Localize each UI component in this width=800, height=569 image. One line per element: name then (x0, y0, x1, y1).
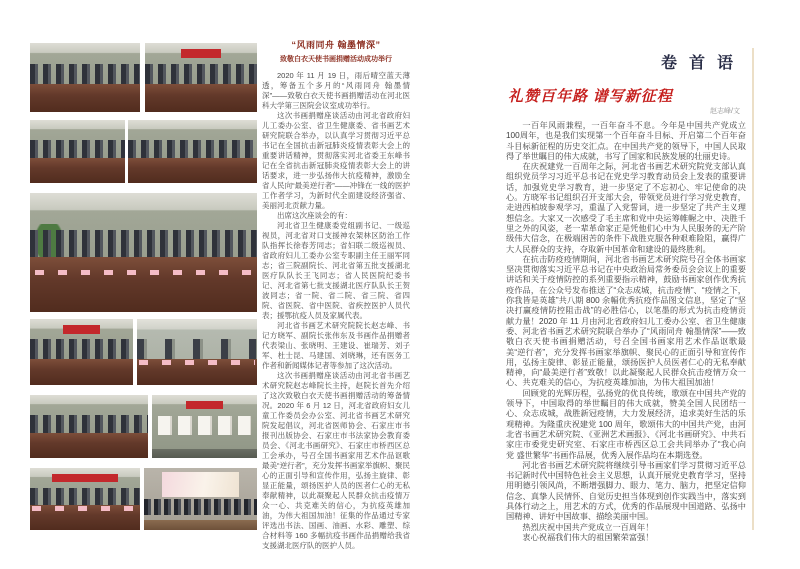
photo-table-layer (30, 433, 148, 458)
vertical-rule (752, 48, 754, 530)
photo-people-layer (30, 415, 148, 433)
conference-photo (30, 120, 125, 183)
photo-table-layer (128, 158, 257, 183)
photo-people-layer (128, 140, 257, 158)
photo-red-banner (52, 474, 118, 482)
left-article-paragraph: 河北省卫生健康委党组副书记、一级巡视员，河北省对口支援神农架林区防治工作队指挥长徐春芳同志；省妇联二级巡视员、省政府妇儿工委办公室专职副主任王丽军同志；省三院副院长、河北省第五批支援湖北医疗队队长王飞同志；省人民医院纪委书记、河北省第七批支援湖北医疗队队长王贺波同志；省一院、省二院、省三院、省四院、省医院、省中医院、省疾控医护人员代表；援鄂抗疫人员及家属代表。 (262, 221, 410, 320)
left-article-paragraph: 河北省书画艺术研究院院长赵志峰、书记方晓军、副院长张伟东及书画作品捐赠者代表梁山、张晓明、王建设、崔瑞芳、刘子军、杜士昆、马建国、刘晓琳，还有医务工作者和新闻媒体记者等参加了这次活动。 (262, 321, 410, 370)
photo-red-banner (63, 325, 100, 334)
photo-people-layer (30, 339, 133, 358)
artworks-photo (152, 395, 257, 458)
photo-table-layer (30, 84, 140, 112)
foreword-byline: 赵志峰/文 (710, 108, 740, 115)
foreword-paragraph: 河北省书画艺术研究院将继续引导书画家们学习贯彻习近平总书记新时代中国特色社会主义思想，认真开展党史教育学习，坚持用明德引领风尚，不断增强脚力、眼力、笔力、脑力，把坚定信仰信念、真挚人民情怀、自觉历史担当体现到创作实践当中，落实到具体行动之上，用艺术的方式，优秀的作品展现中国道路、弘扬中国精神、讲好中国故事、描绘美丽中国。 (506, 460, 746, 522)
photo-stage-screen (162, 472, 239, 497)
left-article-paragraph: 这次书画捐赠座谈活动由河北省书画艺术研究院赵志峰院长主持，赵院长首先介绍了这次致敬白衣天使书画捐赠活动的筹备情况。2020 年 6 月 12 日，河北省政府妇女儿童工作委员会办公室、河北省书画艺术研究院发起倡议，河北省医师协会、石家庄市书报刊出版协会、石家庄市书法家协会教育委员会、《河北书画研究》、石家庄市桥西区总工会承办，号召全国书画家用艺术作品讴歌最美“逆行者”，充分发挥书画家举旗帜、聚民心的正面引导和宣传作用，弘扬主旋律、彰显正能量，颂扬医护人员的医者仁心的无私奉献精神，以此凝聚起人民群众抗击疫情万众一心、共克难关的信心，为抗疫英雄加油，为伟大祖国加油！征集的作品通过专家评选出书法、国画、油画、水彩、雕塑、综合材料等 160 多幅抗疫书画作品捐赠给我省支援湖北医疗队的医护人员。 (262, 371, 410, 550)
photo-table-layer (30, 257, 257, 312)
left-article-subtitle: 致敬白衣天使书画捐赠活动成功举行 (280, 56, 392, 63)
photo-people-layer (145, 64, 257, 84)
foreword-slogan-line: 热烈庆祝中国共产党成立一百周年！ (522, 522, 654, 532)
photo-table-layer (30, 158, 125, 183)
foreword-title: 礼赞百年路 谱写新征程 (508, 89, 673, 105)
photo-table-layer (145, 84, 257, 112)
photo-artwork-sheets (158, 416, 250, 435)
photo-stage-floor (144, 520, 257, 530)
photo-people-layer (137, 339, 257, 358)
section-label-foreword: 卷首语 (661, 55, 746, 72)
conference-photo (30, 43, 140, 112)
foreword-slogan-line: 衷心祝福我们伟大的祖国繁荣富强！ (522, 532, 654, 542)
foreword-paragraph: 在抗击防疫疫情期间，河北省书画艺术研究院号召全体书画家坚决贯彻落实习近平总书记在中央政治局常务委员会会议上的重要讲话和关于疫情防控的系列重要指示精神，鼓励书画家创作优秀抗疫作品，在公众号发布推送了“众志成城，抗击疫情”、“疫情之下，你我皆是英雄”共八期 800 余幅优秀抗疫作品图文信息，坚定了“坚决打赢疫情防控阻击战”的必胜信心，以笔墨的形式为抗击疫情贡献力量！2020 年 11 月由河北省政府妇儿工委办公室、省卫生健康委、河北省书画艺术研究院联合举办了“风雨同舟 翰墨情深”——致敬白衣天使书画捐赠活动，号召全国书画家用艺术作品讴歌最美“逆行者”，充分发挥书画家举旗帜、聚民心的正面引导和宣传作用，弘扬主旋律、彰显正能量，颂扬医护人员医者仁心的无私奉献精神，向“最美逆行者”致敬！以此凝聚起人民群众抗击疫情万众一心、共克难关的信心，为抗疫英雄加油，为伟大祖国加油！ (506, 254, 746, 388)
conference-photo (145, 43, 257, 112)
photo-name-cards (32, 506, 138, 511)
photo-name-cards (139, 360, 254, 365)
left-article-title: “风雨同舟 翰墨情深” (291, 40, 381, 50)
photo-people-layer (144, 499, 257, 515)
foreword-paragraph: 一百年风雨兼程，一百年奋斗不息。今年是中国共产党成立100周年，也是我们实现第一个百年奋斗目标、开启第二个百年奋斗目标新征程的历史交汇点。在中国共产党的领导下，中国人民取得了举世瞩目的伟大成就，书写了国家和民族发展的壮丽史诗。 (506, 121, 746, 161)
left-article-paragraph: 出席这次座谈会的有： (277, 211, 352, 220)
conference-photo (128, 120, 257, 183)
photo-people-layer (30, 140, 125, 158)
foreword-paragraph: 回顾党的光辉历程，弘扬党的优良传统，歌颂在中国共产党的领导下，中国取得的举世瞩目的伟大成就，赞美全国人民团结一心、众志成城，战胜新冠疫情，大力发展经济，追求美好生活的乐观精神。为隆重庆祝建党 100 周年，歌颂伟大的中国共产党，由河北省书画艺术研究院、《亚洲艺术画报》、《河北书画研究》、中共石家庄市委党史研究室、石家庄市桥西区总工会共同举办了“我心向党 盛世繁华”书画作品展，优秀入展作品均在本期选登。 (506, 388, 746, 460)
photo-name-cards (35, 270, 253, 275)
conference-photo (30, 395, 148, 458)
group-photo (30, 468, 140, 530)
medical-staff-photo (137, 319, 257, 385)
photo-table-layer (152, 449, 257, 458)
foreword-column (506, 121, 746, 543)
photo-people-layer (30, 64, 140, 84)
photo-table-layer (30, 359, 133, 385)
conference-photo (30, 319, 133, 385)
photo-red-banner (186, 401, 224, 409)
left-article-paragraph: 2020 年 11 月 19 日，雨后晴空蓝天薄透，筹备五个多月的“风雨同舟 翰墨情深”——致敬白衣天使书画捐赠活动在河北医科大学第三医院会议室成功举行。 (262, 71, 410, 110)
left-article-column (262, 38, 410, 551)
left-article-paragraph: 这次书画捐赠座谈活动由河北省政府妇儿工委办公室、省卫生健康委、省书画艺术研究院联合举办，以认真学习贯彻习近平总书记在全国抗击新冠肺炎疫情表彰大会上的重要讲话精神，贯彻落实河北省委王东峰书记在全省抗击新冠肺炎疫情表彰大会上的讲话要求，进一步弘扬伟大抗疫精神，激励全省人民向“最美逆行者”——冲锋在一线的医护工作者学习，为新时代全面建设经济强省、美丽河北贡献力量。 (262, 111, 410, 210)
stage-group-photo (144, 468, 257, 530)
photo-red-banner (181, 49, 221, 58)
foreword-paragraph: 在庆祝建党一百周年之际，河北省书画艺术研究院党支部认真组织党员学习习近平总书记在党史学习教育动员会上发表的重要讲话，加强党史学习教育，进一步坚定了不忘初心、牢记使命的决心。方晓军书记组织召开支部大会，带领党员进行学习党史教育，走进西柏坡参观学习，重温了入党誓词，进一步坚定了共产主义理想信念。大家又一次感受了毛主席和党中央运筹帷幄之中、决胜千里之外的风姿，老一辈革命家正是凭他们心中为人民服务的无产阶级伟大信念，在极端困苦的条件下战胜克服各种艰难险阻，赢得广大人民群众的支持，夺取新中国革命和建设的最终胜利。 (506, 162, 746, 254)
conference-photo-wide (30, 193, 257, 312)
